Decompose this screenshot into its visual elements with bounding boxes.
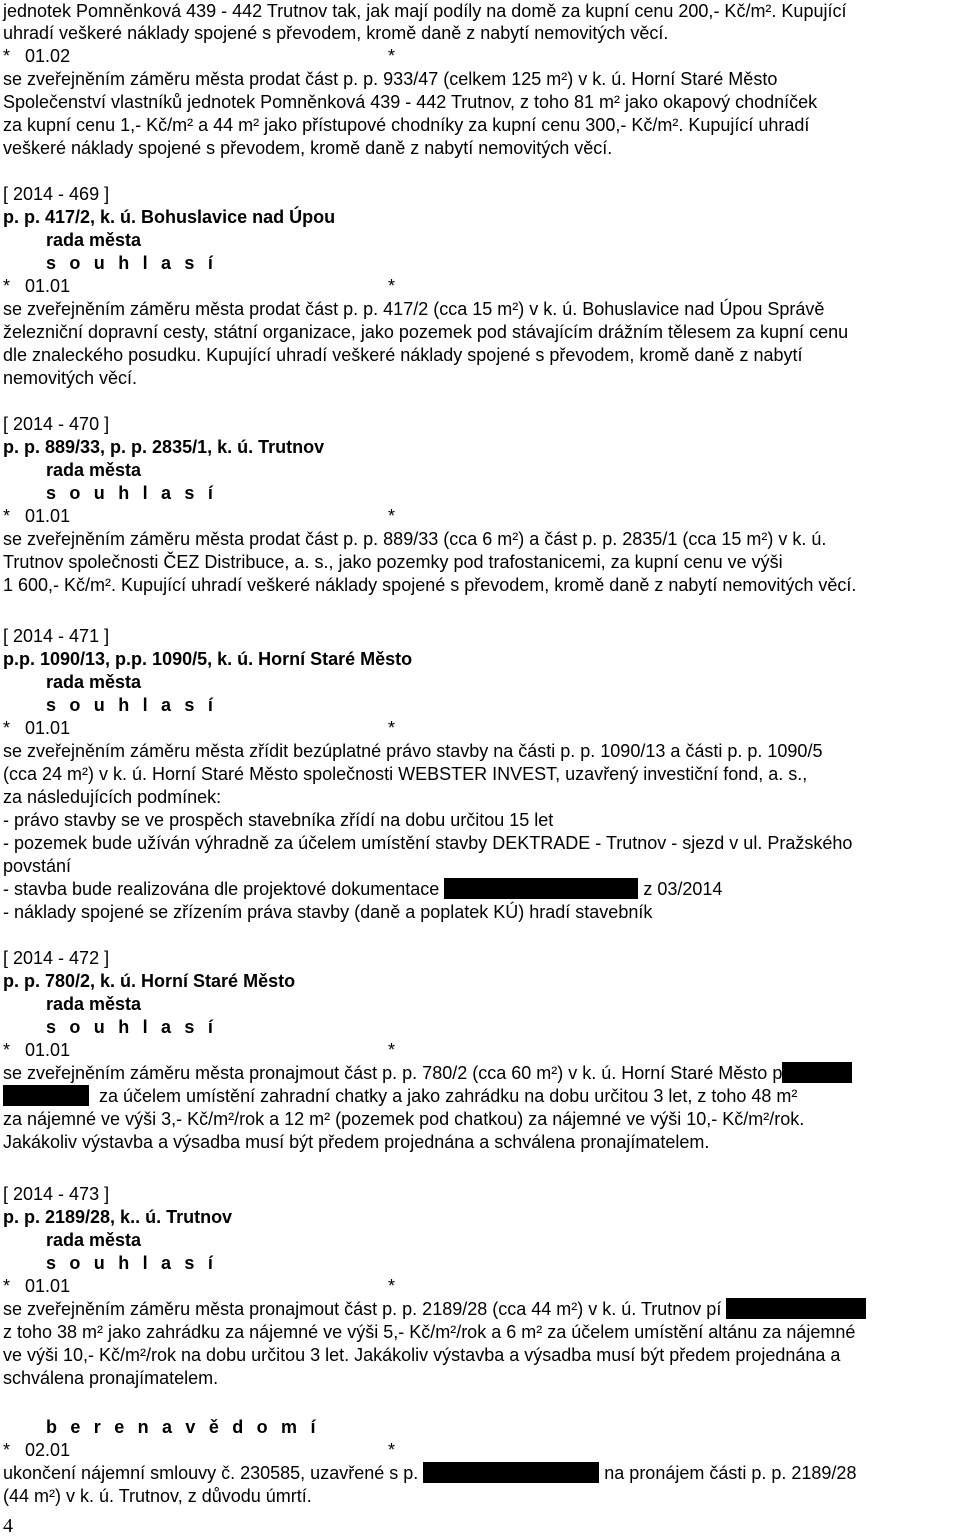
agrees-label: s o u h l a s í <box>46 253 218 273</box>
text-line: Jakákoliv výstavba a výsadba musí být předem projednána a schválena pronajímatelem. <box>3 1132 710 1152</box>
resolution-title: p. p. 780/2, k. ú. Horní Staré Město <box>3 971 296 991</box>
resolution-number: [ 2014 - 469 ] <box>3 184 110 204</box>
redaction-block <box>726 1298 866 1319</box>
text-line: veškeré náklady spojené s převodem, kromě daně z nabytí nemovitých věcí. <box>3 138 613 158</box>
text-line: za nájemné ve výši 3,- Kč/m²/rok a 12 m² (pozemek pod chatkou) za nájemné ve výši 10,- Kč/m²/rok. <box>3 1109 805 1129</box>
text-line: jednotek Pomněnková 439 - 442 Trutnov tak, jak mají podíly na domě za kupní cenu 200,- Kč/m². Kupující <box>3 1 847 21</box>
resolution-title: p. p. 889/33, p. p. 2835/1, k. ú. Trutnov <box>3 437 325 457</box>
resolution-number: [ 2014 - 471 ] <box>3 626 110 646</box>
text-line: - pozemek bude užíván výhradně za účelem umístění stavby DEKTRADE - Trutnov - sjezd v ul. Pražského <box>3 833 853 853</box>
item-code-line: * 01.02 * <box>3 46 396 66</box>
text-line: (44 m²) v k. ú. Trutnov, z důvodu úmrtí. <box>3 1486 312 1506</box>
council-label: rada města <box>46 230 142 250</box>
item-code-line: * 02.01 * <box>3 1440 396 1460</box>
redaction-block <box>423 1462 599 1483</box>
text-line: 1 600,- Kč/m². Kupující uhradí veškeré náklady spojené s převodem, kromě daně z nabytí nemovitých věcí. <box>3 575 857 595</box>
item-code: 01.01 <box>25 1040 71 1060</box>
item-code: 01.01 <box>25 276 71 296</box>
resolution-title: p. p. 2189/28, k.. ú. Trutnov <box>3 1207 233 1227</box>
redaction-block <box>444 878 638 899</box>
text-line: - právo stavby se ve prospěch stavebníka zřídí na dobu určitou 15 let <box>3 810 554 830</box>
council-label: rada města <box>46 994 142 1014</box>
item-code: 01.02 <box>25 46 71 66</box>
text-line: - náklady spojené se zřízením práva stavby (daně a poplatek KÚ) hradí stavebník <box>3 902 653 922</box>
item-code: 01.01 <box>25 506 71 526</box>
text-line: za účelem umístění zahradní chatky a jako zahrádku na dobu určitou 3 let, z toho 48 m² <box>3 1085 797 1108</box>
text-line: se zveřejněním záměru města pronajmout část p. p. 2189/28 (cca 44 m²) v k. ú. Trutnov pí <box>3 1298 866 1321</box>
text-line: uhradí veškeré náklady spojené s převodem, kromě daně z nabytí nemovitých věcí. <box>3 23 669 43</box>
text-line: za kupní cenu 1,- Kč/m² a 44 m² jako přístupové chodníky za kupní cenu 300,- Kč/m². Kupující uhradí <box>3 115 810 135</box>
council-label: rada města <box>46 460 142 480</box>
text-line: - stavba bude realizována dle projektové dokumentace z 03/2014 <box>3 879 723 899</box>
acknowledges-label: b e r e n a v ě d o m í <box>46 1417 320 1437</box>
council-label: rada města <box>46 1230 142 1250</box>
page-number: 4 <box>3 1515 13 1537</box>
text-line: se zveřejněním záměru města prodat část p. p. 933/47 (celkem 125 m²) v k. ú. Horní Staré Město <box>3 69 778 89</box>
text-line: ve výši 10,- Kč/m²/rok na dobu určitou 3 let. Jakákoliv výstavba a výsadba musí být předem projednána a <box>3 1345 841 1365</box>
agrees-label: s o u h l a s í <box>46 483 218 503</box>
resolution-number: [ 2014 - 473 ] <box>3 1184 110 1204</box>
agrees-label: s o u h l a s í <box>46 695 218 715</box>
text-line: ukončení nájemní smlouvy č. 230585, uzavřené s p. na pronájem části p. p. 2189/28 <box>3 1463 857 1483</box>
text-line: povstání <box>3 856 72 876</box>
text-line: nemovitých věcí. <box>3 368 138 388</box>
text-line: za následujících podmínek: <box>3 787 222 807</box>
resolution-title: p.p. 1090/13, p.p. 1090/5, k. ú. Horní Staré Město <box>3 649 413 669</box>
item-code: 02.01 <box>25 1440 71 1460</box>
resolution-number: [ 2014 - 470 ] <box>3 414 110 434</box>
item-code: 01.01 <box>25 718 71 738</box>
text-line: z toho 38 m² jako zahrádku za nájemné ve výši 5,- Kč/m²/rok a 6 m² za účelem umístění altánu za nájemné <box>3 1322 856 1342</box>
text-line: se zveřejněním záměru města prodat část p. p. 889/33 (cca 6 m²) a část p. p. 2835/1 (cca 15 m²) v k. ú. <box>3 529 827 549</box>
item-code: 01.01 <box>25 1276 71 1296</box>
redaction-block <box>782 1062 852 1083</box>
text-line: schválena pronajímatelem. <box>3 1368 219 1388</box>
resolution-title: p. p. 417/2, k. ú. Bohuslavice nad Úpou <box>3 207 336 227</box>
text-line: Trutnov společnosti ČEZ Distribuce, a. s., jako pozemky pod trafostanicemi, za kupní cenu ve výši <box>3 552 783 572</box>
redaction-block <box>3 1085 89 1106</box>
item-code-line: * 01.01 * <box>3 1276 396 1296</box>
item-code-line: * 01.01 * <box>3 506 396 526</box>
text-line: se zveřejněním záměru města zřídit bezúplatné právo stavby na části p. p. 1090/13 a části p. p. 1090/5 <box>3 741 823 761</box>
item-code-line: * 01.01 * <box>3 718 396 738</box>
text-line: Společenství vlastníků jednotek Pomněnková 439 - 442 Trutnov, z toho 81 m² jako okapový chodníček <box>3 92 818 112</box>
text-line: železniční dopravní cesty, státní organizace, jako pozemek pod stávajícím drážním tělesem za kupní cenu <box>3 322 849 342</box>
text-line: se zveřejněním záměru města prodat část p. p. 417/2 (cca 15 m²) v k. ú. Bohuslavice nad Úpou Správě <box>3 299 825 319</box>
item-code-line: * 01.01 * <box>3 276 396 296</box>
agrees-label: s o u h l a s í <box>46 1253 218 1273</box>
council-label: rada města <box>46 672 142 692</box>
text-line: (cca 24 m²) v k. ú. Horní Staré Město společnosti WEBSTER INVEST, uzavřený investiční fond, a. s., <box>3 764 808 784</box>
resolution-number: [ 2014 - 472 ] <box>3 948 110 968</box>
text-line: dle znaleckého posudku. Kupující uhradí veškeré náklady spojené s převodem, kromě daně z nabytí <box>3 345 803 365</box>
item-code-line: * 01.01 * <box>3 1040 396 1060</box>
text-line: se zveřejněním záměru města pronajmout část p. p. 780/2 (cca 60 m²) v k. ú. Horní Staré Město p <box>3 1062 852 1085</box>
agrees-label: s o u h l a s í <box>46 1017 218 1037</box>
